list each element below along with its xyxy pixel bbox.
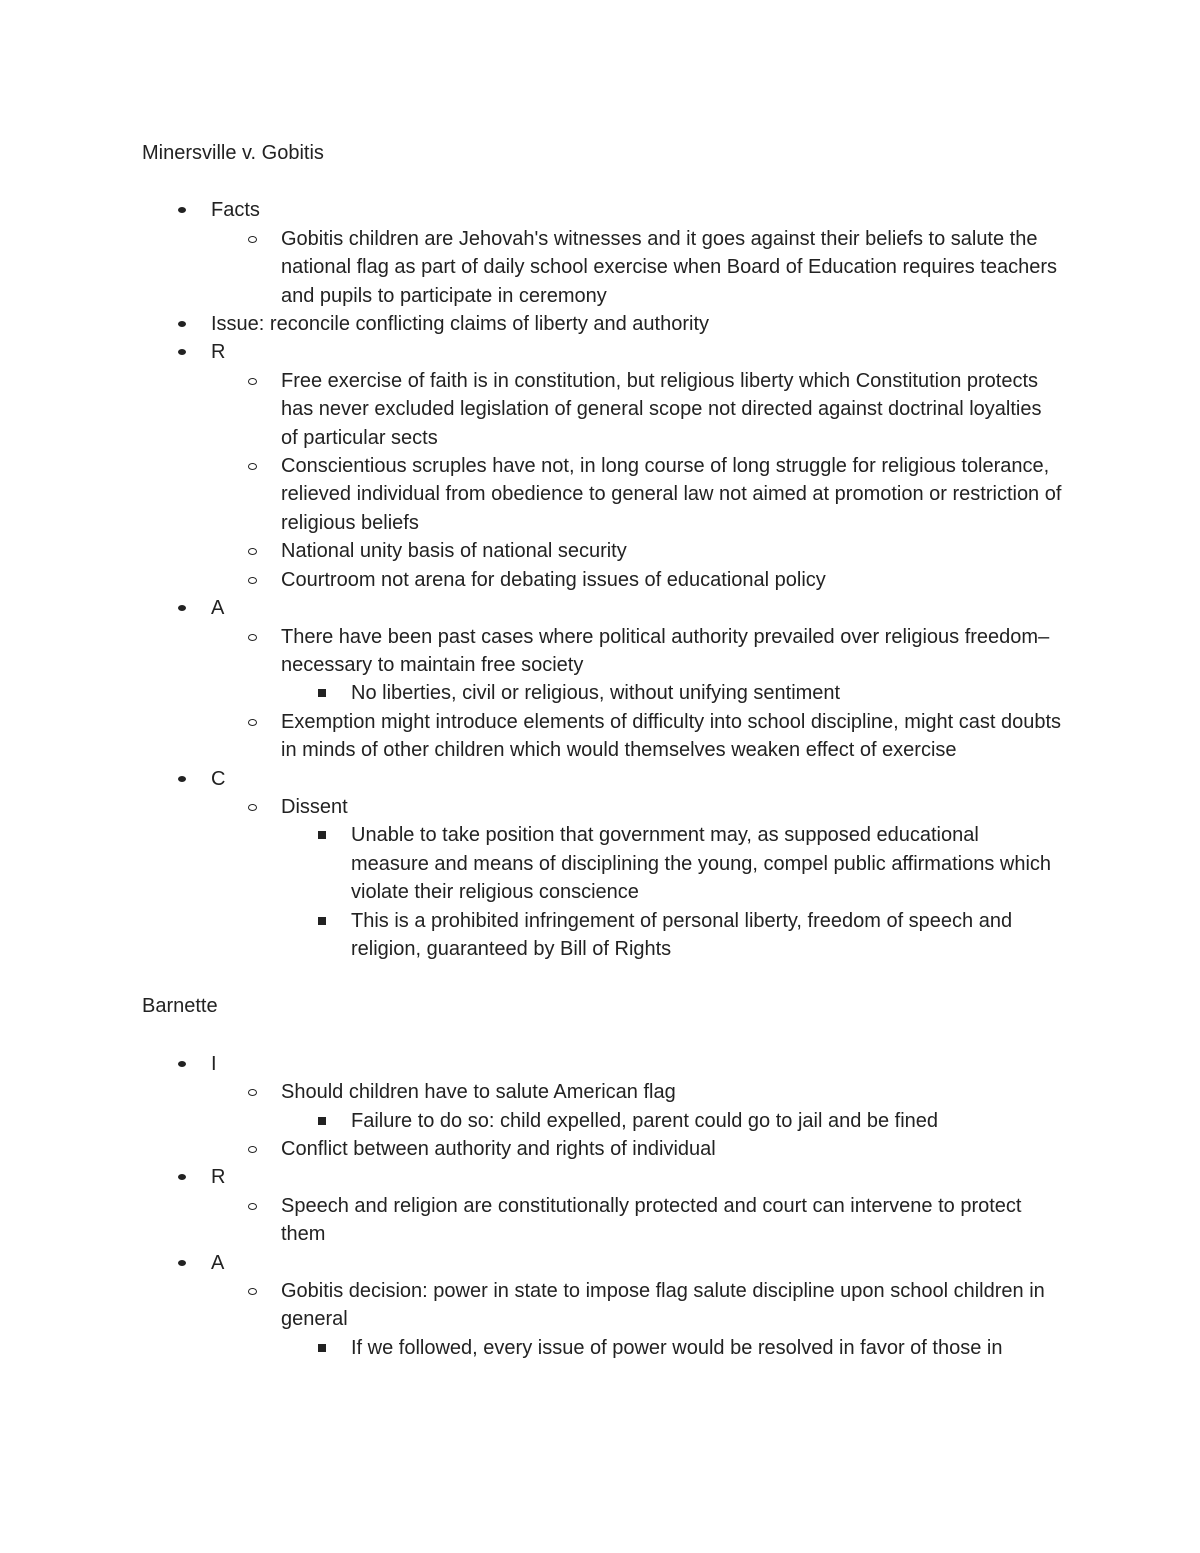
outline-list — [142, 196, 1062, 963]
list-item-issue — [142, 1050, 1062, 1164]
sub-list-item-text: National unity basis of national security — [281, 540, 627, 563]
sub-list — [211, 623, 1062, 765]
sub-sub-list-item — [281, 821, 1062, 906]
outline-list — [142, 1050, 1062, 1362]
section-title: Barnette — [142, 995, 218, 1018]
sub-sub-list — [281, 679, 1062, 707]
sub-list-item — [211, 793, 1062, 963]
list-item-label: A — [211, 597, 225, 620]
sub-list-item — [211, 1135, 1062, 1163]
list-item-issue — [142, 310, 1062, 338]
sub-list — [211, 1192, 1062, 1249]
list-item-label: R — [211, 1166, 226, 1189]
sub-list — [211, 793, 1062, 963]
sub-sub-list-item — [281, 1334, 1062, 1362]
sub-list-item-text: Free exercise of faith is in constitution, but religious liberty which Constitution protects has never excluded legislation of general scope not directed against doctrinal loyalties of particular sects — [281, 369, 1042, 449]
sub-list-item — [211, 566, 1062, 594]
sub-sub-list-item-text: No liberties, civil or religious, without unifying sentiment — [351, 682, 841, 705]
list-item-rule — [142, 338, 1062, 594]
sub-list-item-text: Gobitis children are Jehovah's witnesses and it goes against their beliefs to salute the national flag as part of daily school exercise when Board of Education requires teachers and pupils to participate in ceremony — [281, 227, 1058, 307]
sub-list — [211, 1277, 1062, 1362]
sub-sub-list-item — [281, 679, 1062, 707]
list-item-label: A — [211, 1251, 225, 1274]
section-title: Minersville v. Gobitis — [142, 142, 324, 164]
list-item-analysis — [142, 594, 1062, 764]
sub-sub-list-item — [281, 907, 1062, 964]
sub-list-item-text: Conscientious scruples have not, in long course of long struggle for religious tolerance, relieved individual from obedience to general law not aimed at promotion or restriction of religious beliefs — [281, 455, 1062, 534]
sub-list-item-text: Dissent — [281, 795, 348, 818]
sub-list-item — [211, 623, 1062, 708]
sub-list-item-text: Gobitis decision: power in state to impose flag salute discipline upon school children in general — [281, 1280, 1045, 1331]
sub-list — [211, 1078, 1062, 1163]
sub-list-item — [211, 452, 1062, 537]
sub-list-item — [211, 367, 1062, 452]
sub-list-item-text: Exemption might introduce elements of difficulty into school discipline, might cast doubts in minds of other children which would themselves weaken effect of exercise — [281, 710, 1062, 762]
sub-sub-list — [281, 821, 1062, 963]
sub-list-item — [211, 1078, 1062, 1135]
sub-list — [211, 225, 1062, 310]
sub-list-item-text: Speech and religion are constitutionally protected and court can intervene to protect them — [281, 1194, 1022, 1246]
sub-sub-list — [281, 1107, 1062, 1135]
list-item-label: Issue: reconcile conflicting claims of liberty and authority — [211, 313, 710, 336]
sub-sub-list-item-text: This is a prohibited infringement of personal liberty, freedom of speech and religion, guaranteed by Bill of Rights — [351, 909, 1013, 960]
sub-list-item — [211, 225, 1062, 310]
sub-sub-list-item-text: If we followed, every issue of power would be resolved in favor of those in — [351, 1336, 1003, 1359]
section-barnette — [142, 992, 1062, 1362]
sub-list-item-text: Courtroom not arena for debating issues of educational policy — [281, 568, 826, 591]
list-item-conclusion — [142, 765, 1062, 964]
list-item-facts — [142, 196, 1062, 310]
sub-list-item — [211, 1277, 1062, 1362]
sub-list-item — [211, 1192, 1062, 1249]
sub-sub-list-item-text: Unable to take position that government may, as supposed educational measure and means of disciplining the young, compel public affirmations which violate their religious conscience — [351, 824, 1052, 904]
list-item-analysis — [142, 1249, 1062, 1363]
sub-list-item-text: Conflict between authority and rights of individual — [281, 1138, 716, 1160]
sub-list-item-text: There have been past cases where political authority prevailed over religious freedom–necessary to maintain free society — [281, 625, 1050, 676]
section-minersville — [142, 139, 1062, 963]
list-item-label: Facts — [211, 199, 260, 222]
list-item-label: R — [211, 341, 226, 364]
sub-list-item-text: Should children have to salute American flag — [281, 1081, 676, 1104]
list-item-label: C — [211, 767, 226, 790]
sub-list — [211, 367, 1062, 594]
sub-list-item — [211, 708, 1062, 765]
list-item-rule — [142, 1163, 1062, 1248]
document-page — [142, 139, 1062, 1362]
sub-sub-list-item — [281, 1107, 1062, 1135]
sub-sub-list — [281, 1334, 1062, 1362]
sub-sub-list-item-text: Failure to do so: child expelled, parent could go to jail and be fined — [351, 1109, 939, 1132]
list-item-label: I — [211, 1052, 217, 1075]
sub-list-item — [211, 537, 1062, 565]
